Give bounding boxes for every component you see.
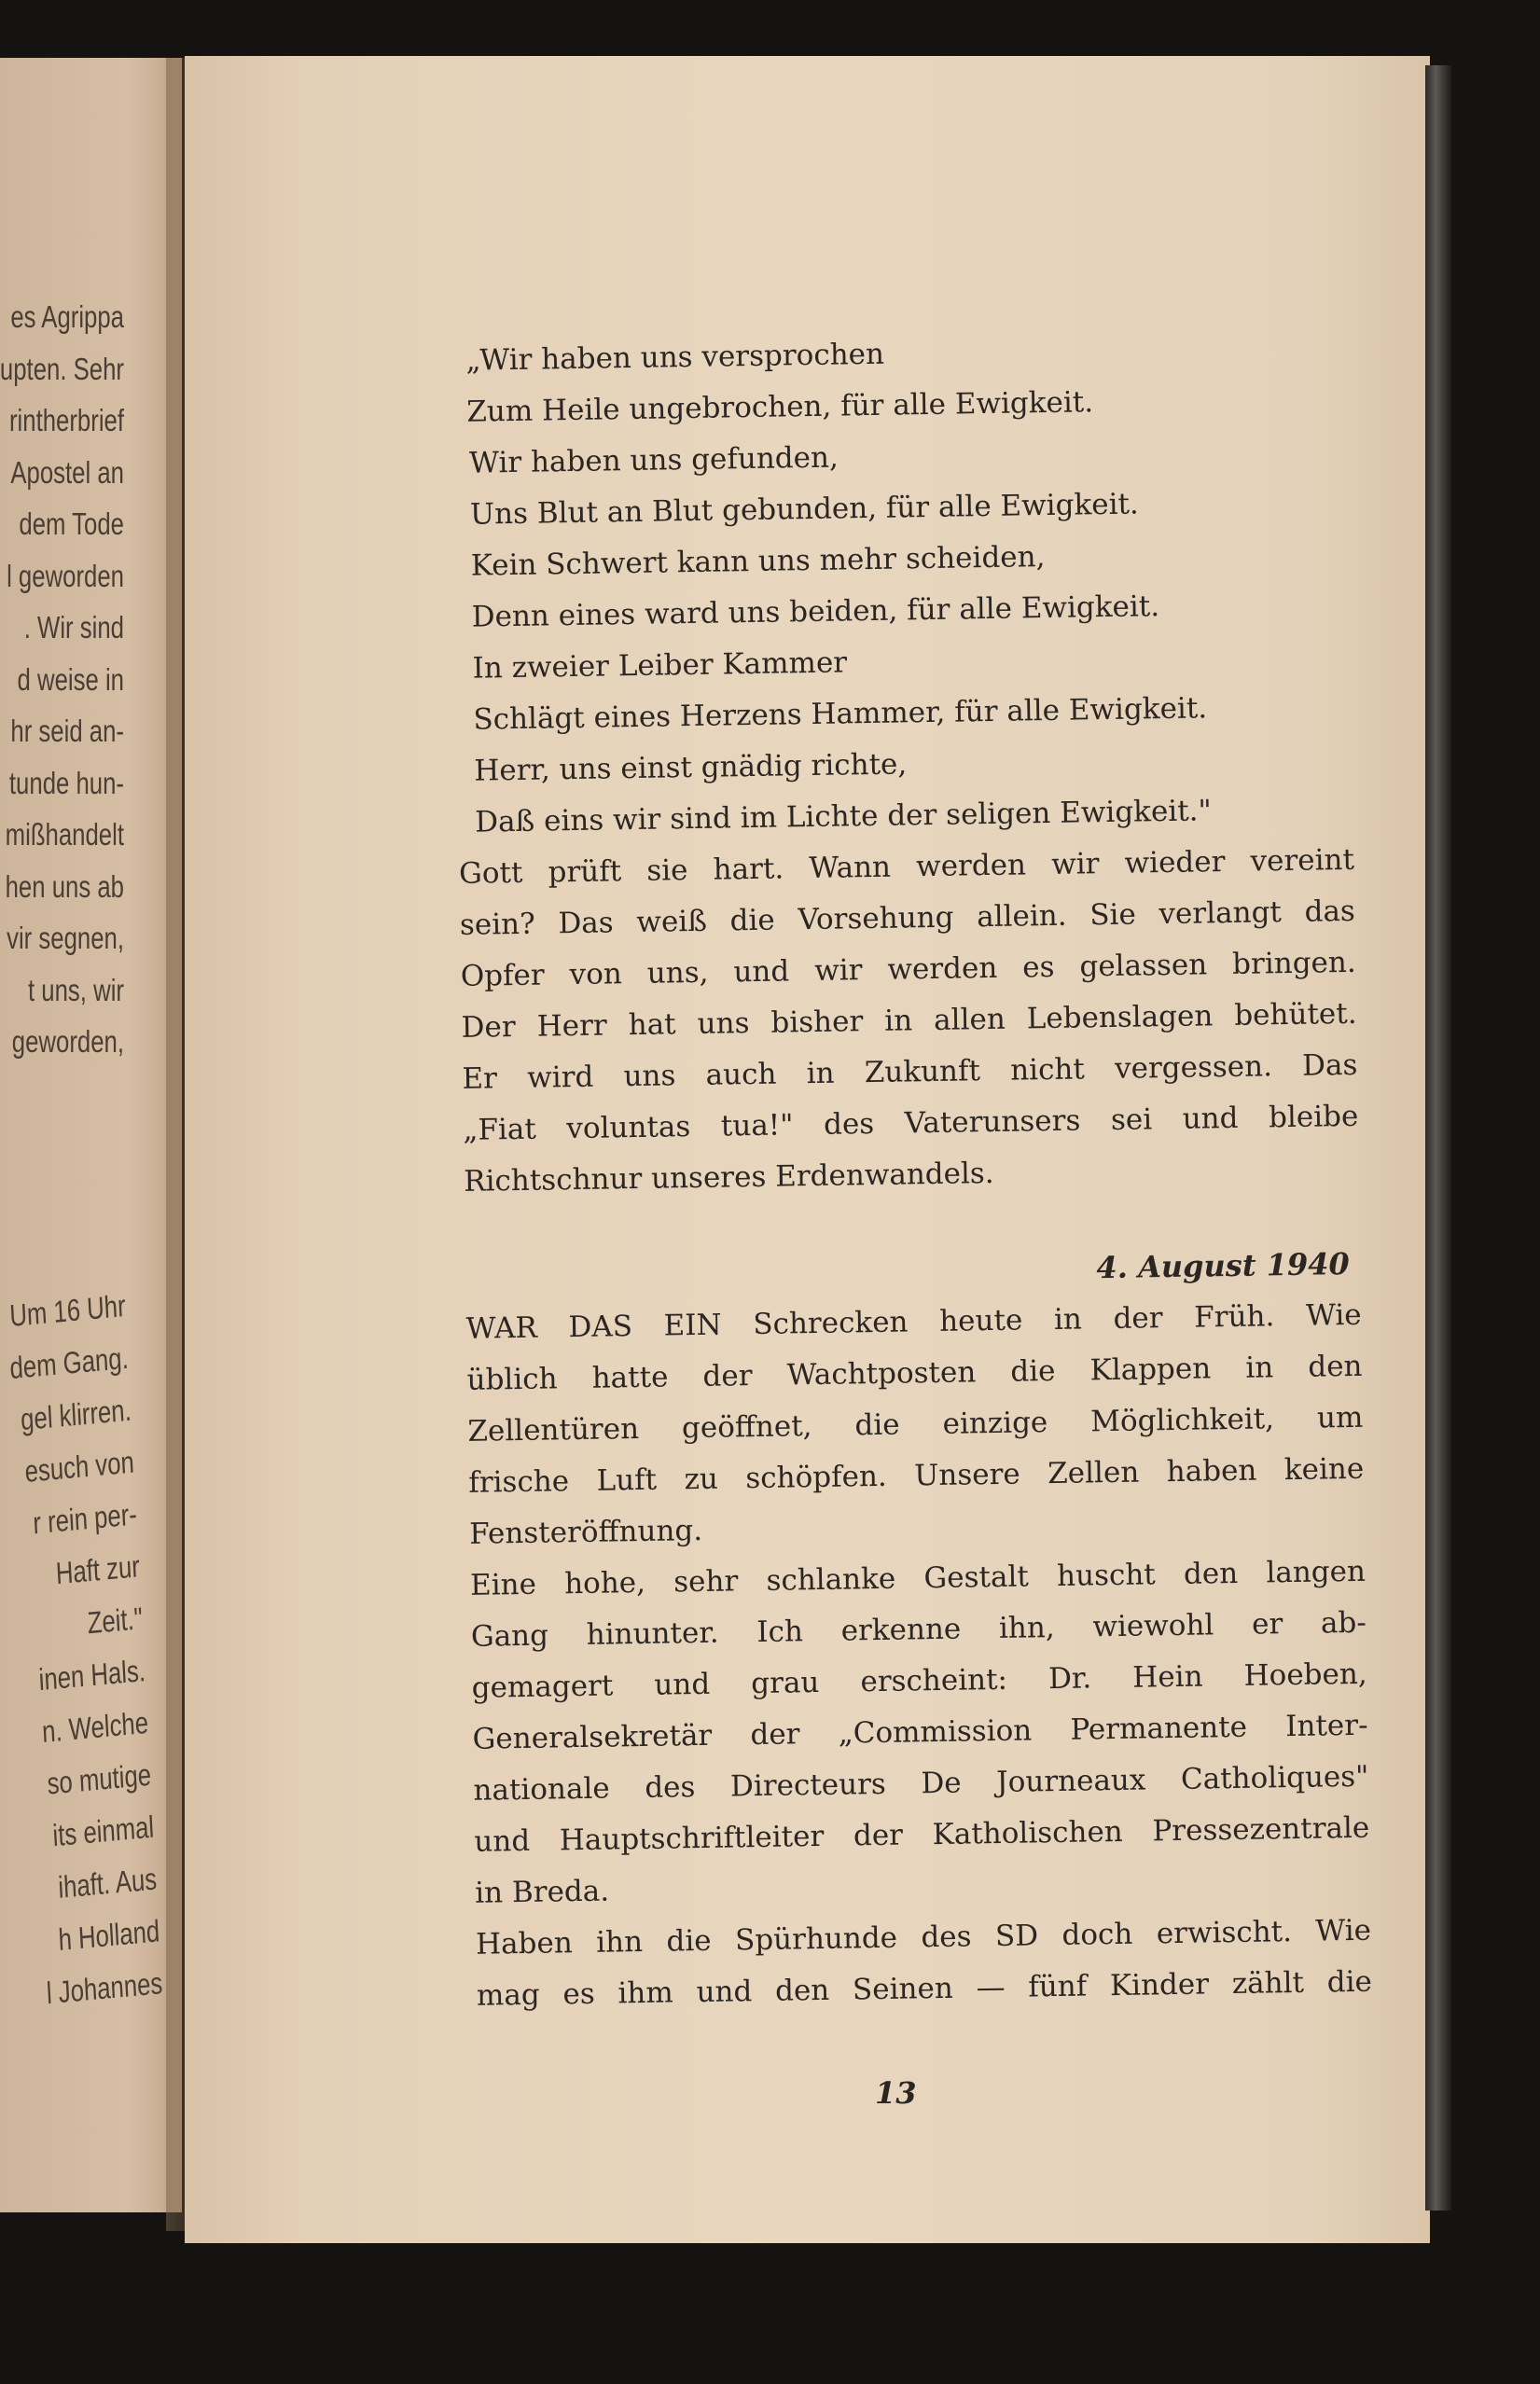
poem-line: In zweier Leiber Kammer [472, 645, 848, 686]
text-line: Haben ihn die Spürhunde des SD doch erwischt. Wie [475, 1913, 1372, 1961]
left-page [0, 58, 182, 2212]
left-fragment: ihaft. Aus [57, 1861, 159, 1905]
text-line: Generalsekretär der „Commission Permanente Inter- [472, 1708, 1368, 1756]
left-fragment: . Wir sind [23, 610, 124, 645]
poem-line: Daß eins wir sind im Lichte der seligen Ewigkeit." [474, 794, 1213, 839]
left-fragment: hen uns ab [5, 868, 124, 904]
book-spine [1425, 65, 1451, 2211]
left-fragment: Haft zur [54, 1548, 141, 1591]
left-fragment: geworden, [11, 1024, 124, 1059]
left-fragment: inen Hals. [37, 1653, 146, 1698]
left-fragment: Zeit." [86, 1601, 144, 1641]
text-line: Gang hinunter. Ich erkenne ihn, wiewohl er ab- [470, 1605, 1367, 1654]
left-fragment: l Johannes [45, 1965, 164, 2011]
poem [451, 322, 1354, 849]
left-fragment: hr seid an- [10, 714, 124, 748]
paragraph [476, 1906, 1373, 2022]
left-fragment: dem Tode [19, 506, 124, 541]
left-fragment: dem Gang. [8, 1339, 130, 1386]
text-line: nationale des Directeurs De Journeaux Catholiques" [473, 1759, 1369, 1808]
left-fragment: so mutige [46, 1756, 152, 1801]
text-line: Zellentüren geöffnet, die einzige Möglichkeit, um [467, 1400, 1364, 1448]
left-fragment: gel klirren. [20, 1392, 132, 1437]
left-page-text-upper [0, 291, 124, 1068]
text-line: gemagert und grau erscheint: Dr. Hein Hoeben, [471, 1656, 1367, 1705]
left-fragment: r rein per- [32, 1496, 138, 1541]
poem-line: Wir haben uns gefunden, [468, 440, 839, 480]
text-line: und Hauptschriftleiter der Katholischen Pressezentrale [474, 1810, 1370, 1859]
poem-line: Schlägt eines Herzens Hammer, für alle Ewigkeit. [473, 691, 1208, 737]
entry-date: 4. August 1940 [1096, 1245, 1351, 1286]
text-line: WAR DAS EIN Schrecken heute in der Früh. Wie [465, 1297, 1362, 1346]
paragraph [470, 1546, 1371, 1920]
text-line: Der Herr hat uns bisher in allen Lebenslagen behütet. [461, 996, 1357, 1045]
text-line: üblich hatte der Wachtposten die Klappen in den [466, 1349, 1363, 1397]
left-fragment: rintherbrief [8, 403, 124, 437]
poem-line: „Wir haben uns versprochen [465, 337, 885, 378]
page-number: 13 [875, 2075, 917, 2111]
left-fragment: tunde hun- [8, 765, 124, 800]
left-fragment: es Agrippa [10, 299, 124, 334]
text-line: Opfer von uns, und wir werden es gelassen bringen. [460, 945, 1356, 993]
text-line: frische Luft zu schöpfen. Unsere Zellen haben keine [468, 1451, 1365, 1500]
left-fragment: h Holland [57, 1913, 161, 1957]
text-line: Er wird uns auch in Zukunft nicht vergessen. Das [462, 1047, 1358, 1096]
paragraph [465, 1290, 1365, 1560]
text-line: Fensteröffnung. [468, 1513, 703, 1551]
left-fragment: l geworden [7, 558, 125, 593]
left-fragment: esuch von [23, 1444, 135, 1489]
text-line: „Fiat voluntas tua!" des Vaterunsers sei und bleibe [463, 1099, 1359, 1147]
text-line: sein? Das weiß die Vorsehung allein. Sie verlangt das [459, 894, 1356, 942]
left-fragment: t uns, wir [28, 972, 124, 1007]
poem-line: Herr, uns einst gnädig richte, [474, 747, 908, 788]
right-page [185, 56, 1430, 2243]
poem-line: Denn eines ward uns beiden, für alle Ewigkeit. [471, 589, 1160, 634]
poem-line: Uns Blut an Blut gebunden, für alle Ewigkeit. [469, 487, 1140, 532]
text-line: mag es ihm und den Seinen — fünf Kinder zählt die [476, 1964, 1373, 2013]
poem-line: Kein Schwert kann uns mehr scheiden, [470, 540, 1046, 583]
text-line: Gott prüft sie hart. Wann werden wir wieder vereint [458, 842, 1355, 891]
text-line: Eine hohe, sehr schlanke Gestalt huscht den langen [469, 1554, 1367, 1602]
left-fragment: Apostel an [10, 454, 124, 490]
left-page-text-lower [0, 1280, 164, 2025]
page-text [451, 322, 1372, 2022]
text-line: in Breda. [474, 1874, 610, 1910]
left-fragment: upten. Sehr [0, 351, 124, 386]
left-fragment: its einmal [51, 1809, 155, 1853]
poem-line: Zum Heile ungebrochen, für alle Ewigkeit. [466, 385, 1094, 429]
text-line: Richtschnur unseres Erdenwandels. [463, 1156, 994, 1199]
left-fragment: n. Welche [41, 1704, 149, 1749]
left-fragment: vir segnen, [7, 921, 124, 955]
left-fragment: mißhandelt [5, 817, 124, 852]
left-fragment: d weise in [17, 661, 124, 697]
paragraph [459, 835, 1360, 1208]
left-fragment: Um 16 Uhr [8, 1287, 127, 1334]
